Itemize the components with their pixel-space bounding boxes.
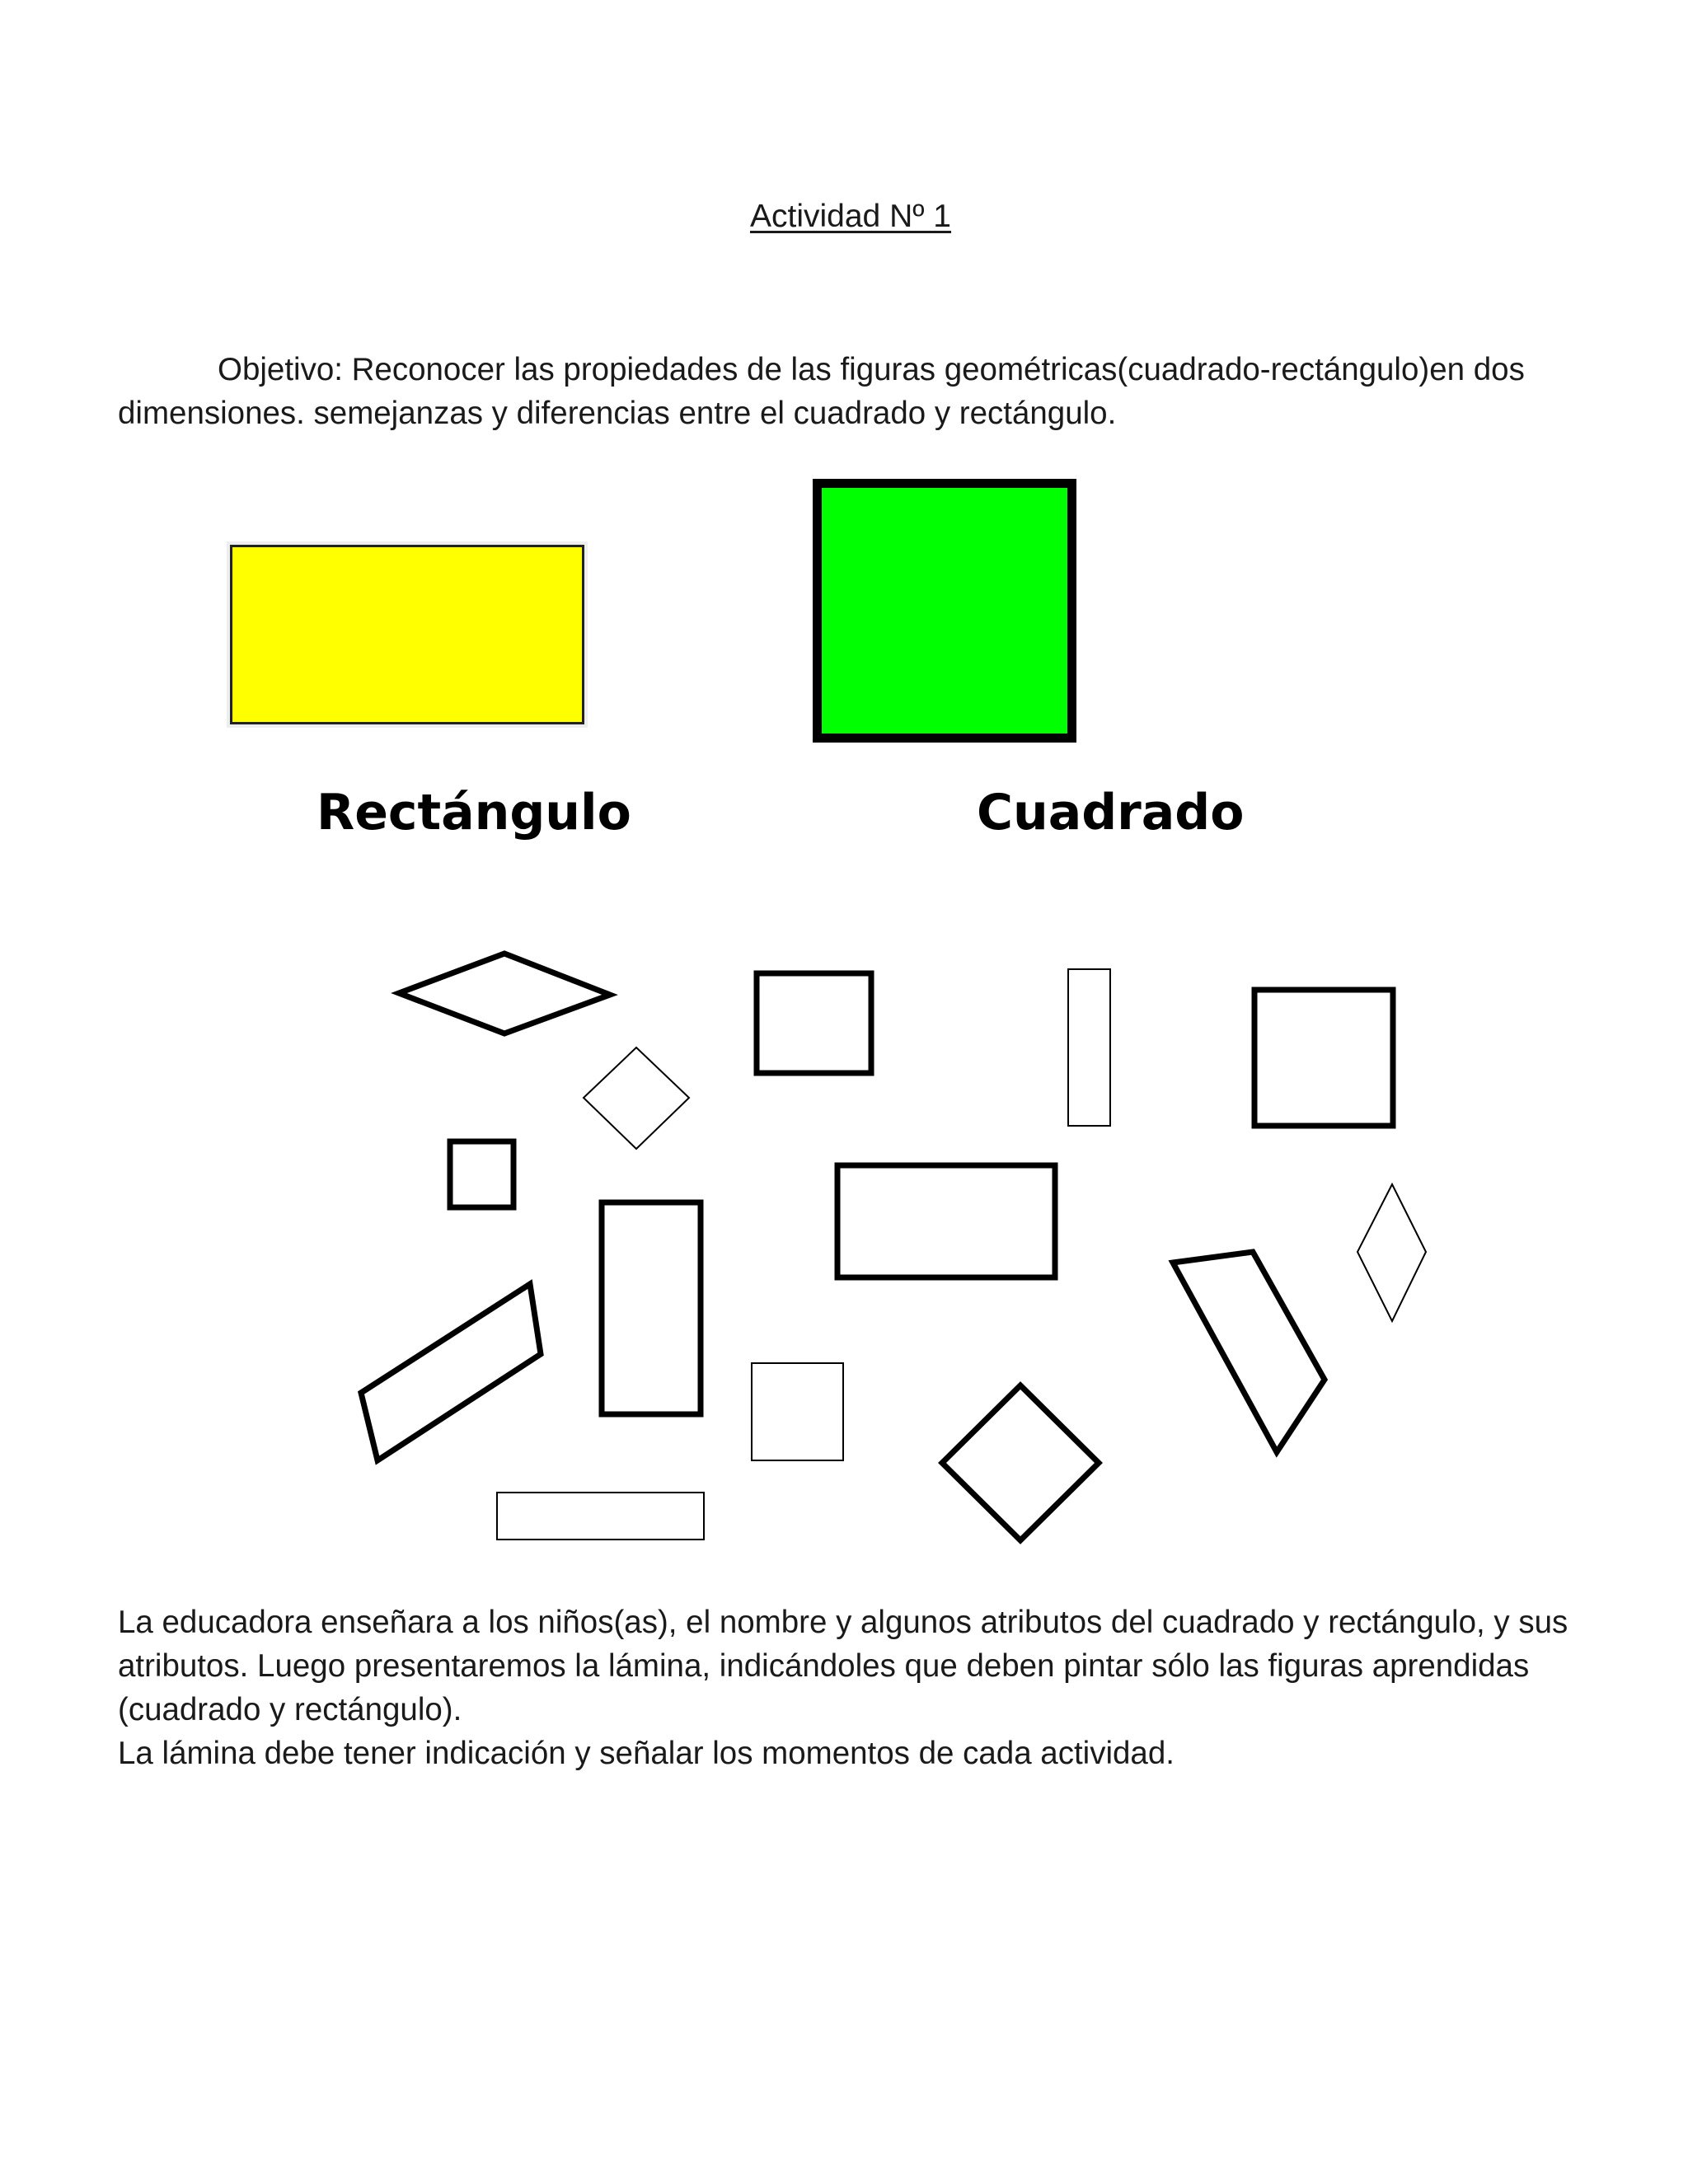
tall-thin-rectangle-outline — [1068, 969, 1110, 1126]
rectangle-label: Rectángulo — [316, 784, 631, 841]
square-outline — [1254, 990, 1393, 1126]
square-label: Cuadrado — [977, 784, 1245, 841]
activity-title: Actividad Nº 1 — [749, 199, 952, 234]
parallelogram-outline — [361, 1284, 541, 1460]
small-square-outline — [450, 1141, 513, 1207]
wide-rectangle-outline — [837, 1165, 1055, 1277]
diamond-outline — [942, 1385, 1099, 1540]
objective-text: Objetivo: Reconocer las propiedades de las figuras geométricas(cuadrado-rectángulo)en dos dimensiones. semejanzas y diferencias entre el cuadrado y rectángulo. — [118, 352, 1525, 431]
instructions-paragraph: La lámina debe tener indicación y señalar los momentos de cada actividad. — [118, 1736, 1175, 1771]
instructions-text — [118, 1601, 1593, 1775]
thin-diamond-outline — [1357, 1184, 1426, 1321]
small-diamond-outline — [584, 1047, 689, 1149]
square-outline — [757, 973, 871, 1073]
instructions-paragraph: La educadora enseñara a los niños(as), el nombre y algunos atributos del cuadrado y rectángulo, y sus atributos. Luego presentaremos la lámina, indicándoles que deben pintar sólo las figuras aprendidas (cuadrado y rectángulo). — [118, 1605, 1568, 1727]
rhombus-outline — [399, 954, 610, 1033]
tall-rectangle-outline — [602, 1202, 701, 1414]
flat-rectangle-outline — [497, 1493, 704, 1540]
square-outline-thin — [752, 1363, 843, 1460]
trapezoid-outline — [1173, 1252, 1325, 1452]
